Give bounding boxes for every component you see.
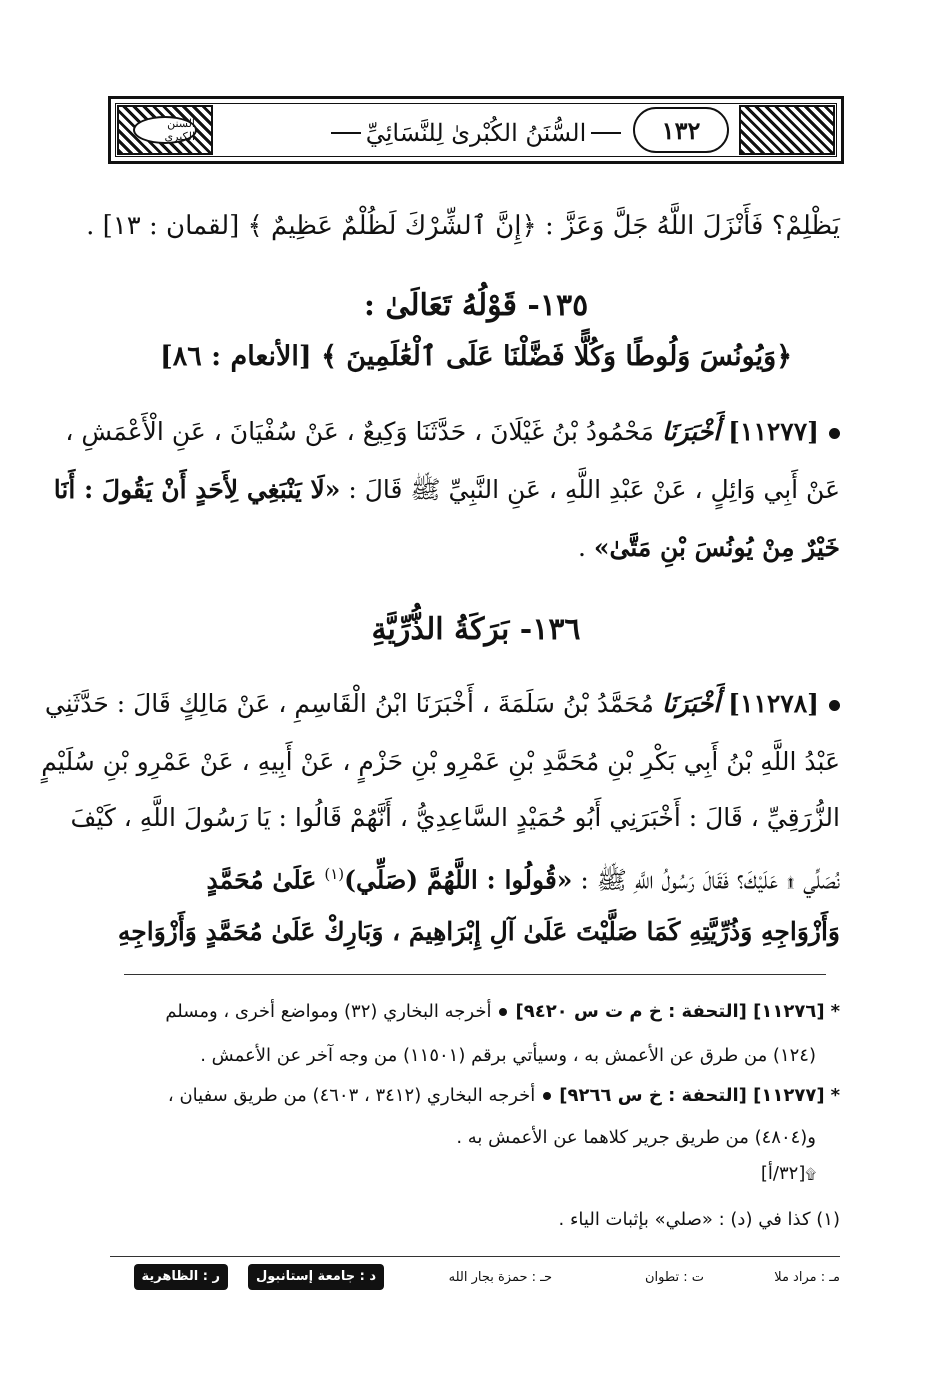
matn-text: عَلَىٰ مُحَمَّدٍ [206, 865, 317, 895]
footnote-11276-line-2: (١٢٤) من طرق عن الأعمش به ، وسيأتي برقم (١١٥٠١) من وجه آخر عن الأعمش . [200, 1045, 816, 1066]
period: . [577, 533, 586, 562]
hadith-11278-line-5: وَأَزْوَاجِهِ وَذُرِّيَّتِهِ كَمَا صَلَّيْتَ عَلَىٰ آلِ إِبْرَاهِيمَ ، وَبَارِكْ عَلَىٰ مُحَمَّدٍ وَأَزْوَاجِهِ [117, 917, 840, 946]
chapter-heading-136: ١٣٦- بَرَكَةُ الذُّرِّيَّةِ [371, 612, 581, 647]
manuscript-d-badge: د : جامعة إستانبول [248, 1264, 384, 1290]
asterisk-icon: * [830, 1085, 840, 1106]
manuscript-h: حـ : حمزة بجار الله [448, 1270, 552, 1285]
page-header [108, 96, 844, 164]
book-logo: السنن الكبرى [133, 116, 197, 144]
manuscript-m: مـ : مراد ملا [774, 1270, 840, 1285]
matn-text: «لَا يَنْبَغِي لِأَحَدٍ أَنْ يَقُولَ : أَنَا [53, 475, 341, 504]
bullet-icon [543, 1092, 551, 1100]
bullet-icon [829, 700, 840, 711]
isnad-text: مَحْمُودُ بْنُ غَيْلَانَ ، حَدَّثَنَا وَكِيعٌ ، عَنْ سُفْيَانَ ، عَنِ الْأَعْمَشِ ، [65, 417, 654, 446]
folio-note [110, 1160, 816, 1189]
continuation-line: يَظْلِمْ؟ فَأَنْزَلَ اللَّهُ جَلَّ وَعَزَّ : ﴿إِنَّ ٱلشِّرْكَ لَظُلْمٌ عَظِيمٌ ﴾ [لقمان : ١٣] . [86, 211, 840, 241]
isnad-text: مُحَمَّدُ بْنُ سَلَمَةَ ، أَخْبَرَنَا ابْنُ الْقَاسِمِ ، عَنْ مَالِكٍ قَالَ : حَدَّثَنِي [44, 689, 654, 718]
isnad-text: عَنْ أَبِي وَائِلٍ ، عَنْ عَبْدِ اللَّهِ ، عَنِ النَّبِيِّ ﷺ قَالَ : [348, 475, 840, 504]
matn-text: «قُولُوا : اللَّهُمَّ (صَلِّي) [344, 865, 573, 895]
page-number: ١٣٢ [633, 107, 729, 153]
footnote-11277-line-2: و(٤٨٠٤) من طريق جرير كلاهما عن الأعمش به . [456, 1127, 816, 1148]
footnote-ref: [١١٢٧٧] [التحفة : خ س ٩٢٦٦] [559, 1085, 825, 1106]
footnote-1: (١) كذا في (د) : «صلي» بإثبات الياء . [558, 1209, 840, 1230]
akhbarana-word: أَخْبَرَنَا [661, 417, 721, 446]
hadith-11277-line-3 [110, 528, 840, 568]
footnote-text: أخرجه البخاري (٣٤١٢ ، ٤٦٠٣) من طريق سفيان ، [167, 1085, 536, 1106]
footnote-ref: [١١٢٧٦] [التحفة : خ م ت س ٩٤٢٠] [515, 1001, 825, 1022]
footnote-11276 [110, 998, 840, 1026]
header-ornament-left [117, 105, 213, 155]
header-ornament-right [739, 105, 835, 155]
asterisk-icon: * [830, 1001, 840, 1022]
chapter-heading-135: ١٣٥- قَوْلُهُ تَعَالَىٰ : [363, 288, 589, 323]
hadith-11277-line-1 [65, 412, 840, 452]
bullet-icon [829, 428, 840, 439]
manuscript-t: ت : تطوان [644, 1270, 704, 1285]
folio-ref: [٣٢/أ] [760, 1163, 806, 1184]
matn-text: خَيْرٌ مِنْ يُونُسَ بْنِ مَتَّىٰ» [593, 533, 840, 562]
sajda-mark-icon: ۩ [805, 1167, 816, 1183]
footnote-11277 [110, 1082, 840, 1110]
hadith-11277-line-2 [53, 470, 840, 510]
akhbarana-word: أَخْبَرَنَا [661, 689, 721, 718]
hadith-11278-line-4 [110, 854, 840, 900]
bullet-icon [499, 1008, 507, 1016]
hadith-number: [١١٢٧٧] [728, 417, 819, 446]
footnote-marker: (١) [324, 865, 345, 883]
verse-135: ﴿وَيُونُسَ وَلُوطًا وَكُلًّا فَضَّلْنَا عَلَى ٱلْعَٰلَمِينَ ﴾ [الأنعام : ٨٦] [159, 341, 793, 372]
footnote-text: أخرجه البخاري (٣٢) ومواضع أخرى ، ومسلم [165, 1001, 492, 1022]
footnote-separator [124, 974, 826, 975]
hadith-number: [١١٢٧٨] [728, 689, 819, 718]
book-title: السُّنَنُ الكُبْرىٰ لِلنَّسَائِيِّ [331, 113, 621, 153]
hadith-11278-line-2: عَبْدُ اللَّهِ بْنُ أَبِي بَكْرِ بْنِ مُحَمَّدِ بْنِ عَمْرِو بْنِ حَزْمٍ ، عَنْ أَبِيهِ ، عَنْ عَمْرِو بْنِ سُلَيْمٍ [41, 747, 840, 776]
hadith-11278-line-1 [44, 684, 840, 724]
hadith-11278-line-3: الزُّرَقِيِّ ، قَالَ : أَخْبَرَنِي أَبُو حُمَيْدٍ السَّاعِدِيُّ ، أَنَّهُمْ قَالُوا : يَا رَسُولَ اللَّهِ ، كَيْفَ [70, 803, 840, 832]
bottom-rule [110, 1256, 840, 1257]
manuscript-r-badge: ر : الظاهرية [134, 1264, 228, 1290]
isnad-text: نُصَلِّي ۩ عَلَيْكَ؟ فَقَالَ رَسُولُ اللَّهِ ﷺ : [580, 865, 840, 895]
